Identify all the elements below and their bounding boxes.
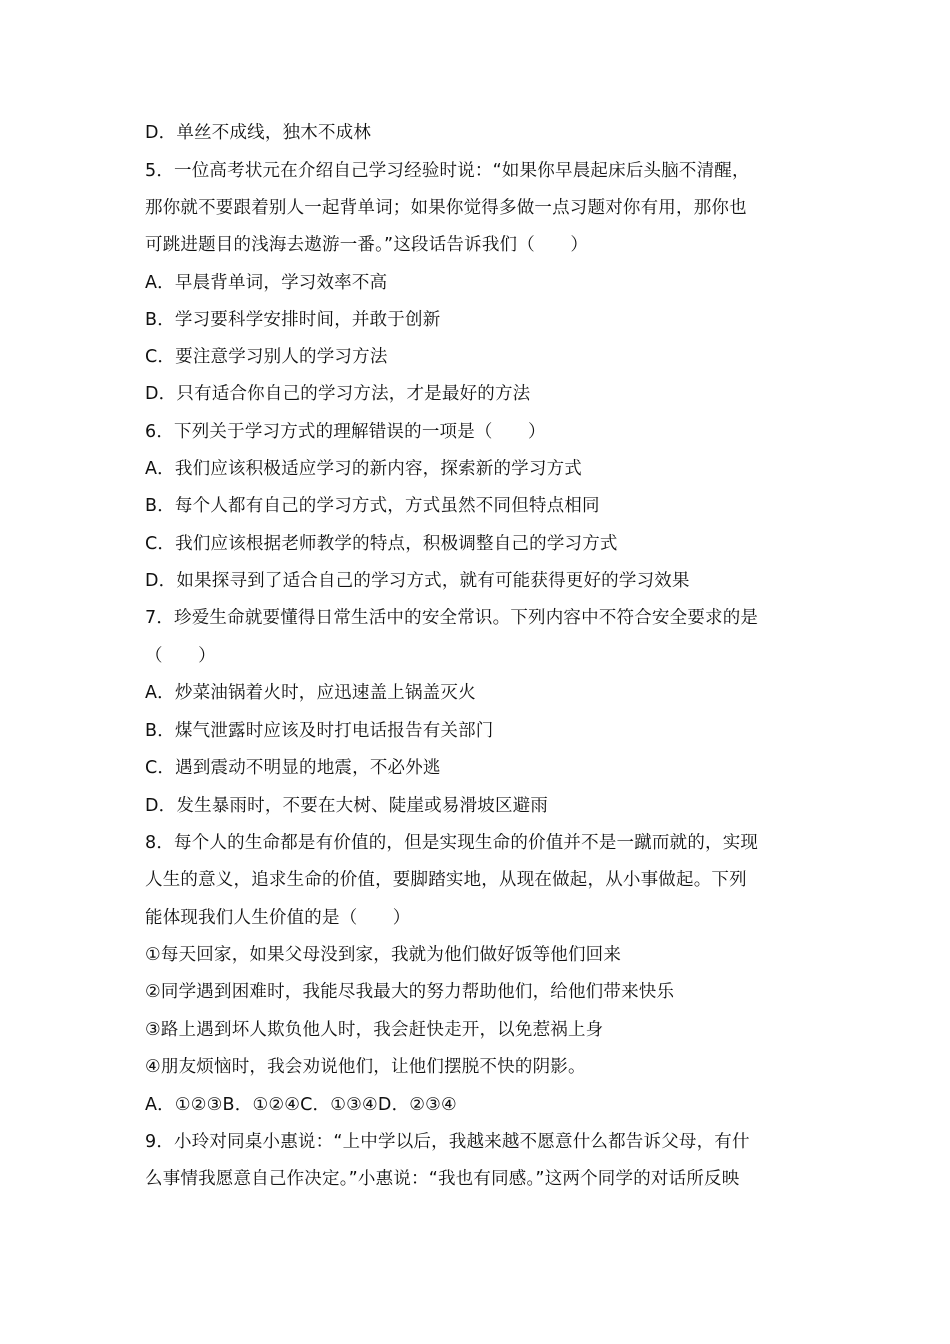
question-5-line-2: 那你就不要跟着别人一起背单词；如果你觉得多做一点习题对你有用，那你也	[145, 198, 747, 218]
option-5b: B．学习要科学安排时间，并敢于创新	[145, 310, 441, 330]
option-6a: A．我们应该积极适应学习的新内容，探索新的学习方式	[145, 459, 582, 479]
question-9-line-2: 么事情我愿意自己作决定。”小惠说：“我也有同感。”这两个同学的对话所反映	[145, 1169, 740, 1189]
question-7-line-1: 7．珍爱生命就要懂得日常生活中的安全常识。下列内容中不符合安全要求的是	[145, 608, 759, 628]
option-6d: D．如果探寻到了适合自己的学习方式，就有可能获得更好的学习效果	[145, 571, 690, 591]
question-5-line-1: 5．一位高考状元在介绍自己学习经验时说：“如果你早晨起床后头脑不清醒，	[145, 161, 750, 181]
option-5a: A．早晨背单词，学习效率不高	[145, 273, 388, 293]
statement-8-3: ③路上遇到坏人欺负他人时，我会赶快走开，以免惹祸上身	[145, 1020, 604, 1040]
option-6b: B．每个人都有自己的学习方式，方式虽然不同但特点相同	[145, 496, 600, 516]
question-8-line-1: 8．每个人的生命都是有价值的，但是实现生命的价值并不是一蹴而就的，实现	[145, 833, 759, 853]
question-5-line-3: 可跳进题目的浅海去遨游一番。”这段话告诉我们（ ）	[145, 235, 589, 255]
option-7c: C．遇到震动不明显的地震，不必外逃	[145, 758, 441, 778]
statement-8-4: ④朋友烦恼时，我会劝说他们，让他们摆脱不快的阴影。	[145, 1057, 586, 1077]
question-6: 6．下列关于学习方式的理解错误的一项是（ ）	[145, 422, 546, 442]
question-8-line-3: 能体现我们人生价值的是（ ）	[145, 908, 411, 928]
option-7d: D．发生暴雨时，不要在大树、陡崖或易滑坡区避雨	[145, 796, 549, 816]
options-8: A．①②③B．①②④C．①③④D．②③④	[145, 1095, 457, 1115]
option-7b: B．煤气泄露时应该及时打电话报告有关部门	[145, 721, 494, 741]
option-6c: C．我们应该根据老师教学的特点，积极调整自己的学习方式	[145, 534, 618, 554]
question-8-line-2: 人生的意义，追求生命的价值，要脚踏实地，从现在做起，从小事做起。下列	[145, 870, 747, 890]
question-9-line-1: 9．小玲对同桌小惠说：“上中学以后，我越来越不愿意什么都告诉父母，有什	[145, 1132, 750, 1152]
option-5c: C．要注意学习别人的学习方法	[145, 347, 388, 367]
option-5d: D．只有适合你自己的学习方法，才是最好的方法	[145, 384, 531, 404]
statement-8-1: ①每天回家，如果父母没到家，我就为他们做好饭等他们回来	[145, 945, 622, 965]
statement-8-2: ②同学遇到困难时，我能尽我最大的努力帮助他们，给他们带来快乐	[145, 982, 675, 1002]
option-4d: D．单丝不成线，独木不成林	[145, 123, 372, 143]
option-7a: A．炒菜油锅着火时，应迅速盖上锅盖灭火	[145, 683, 476, 703]
question-7-line-2: （ ）	[145, 646, 216, 666]
